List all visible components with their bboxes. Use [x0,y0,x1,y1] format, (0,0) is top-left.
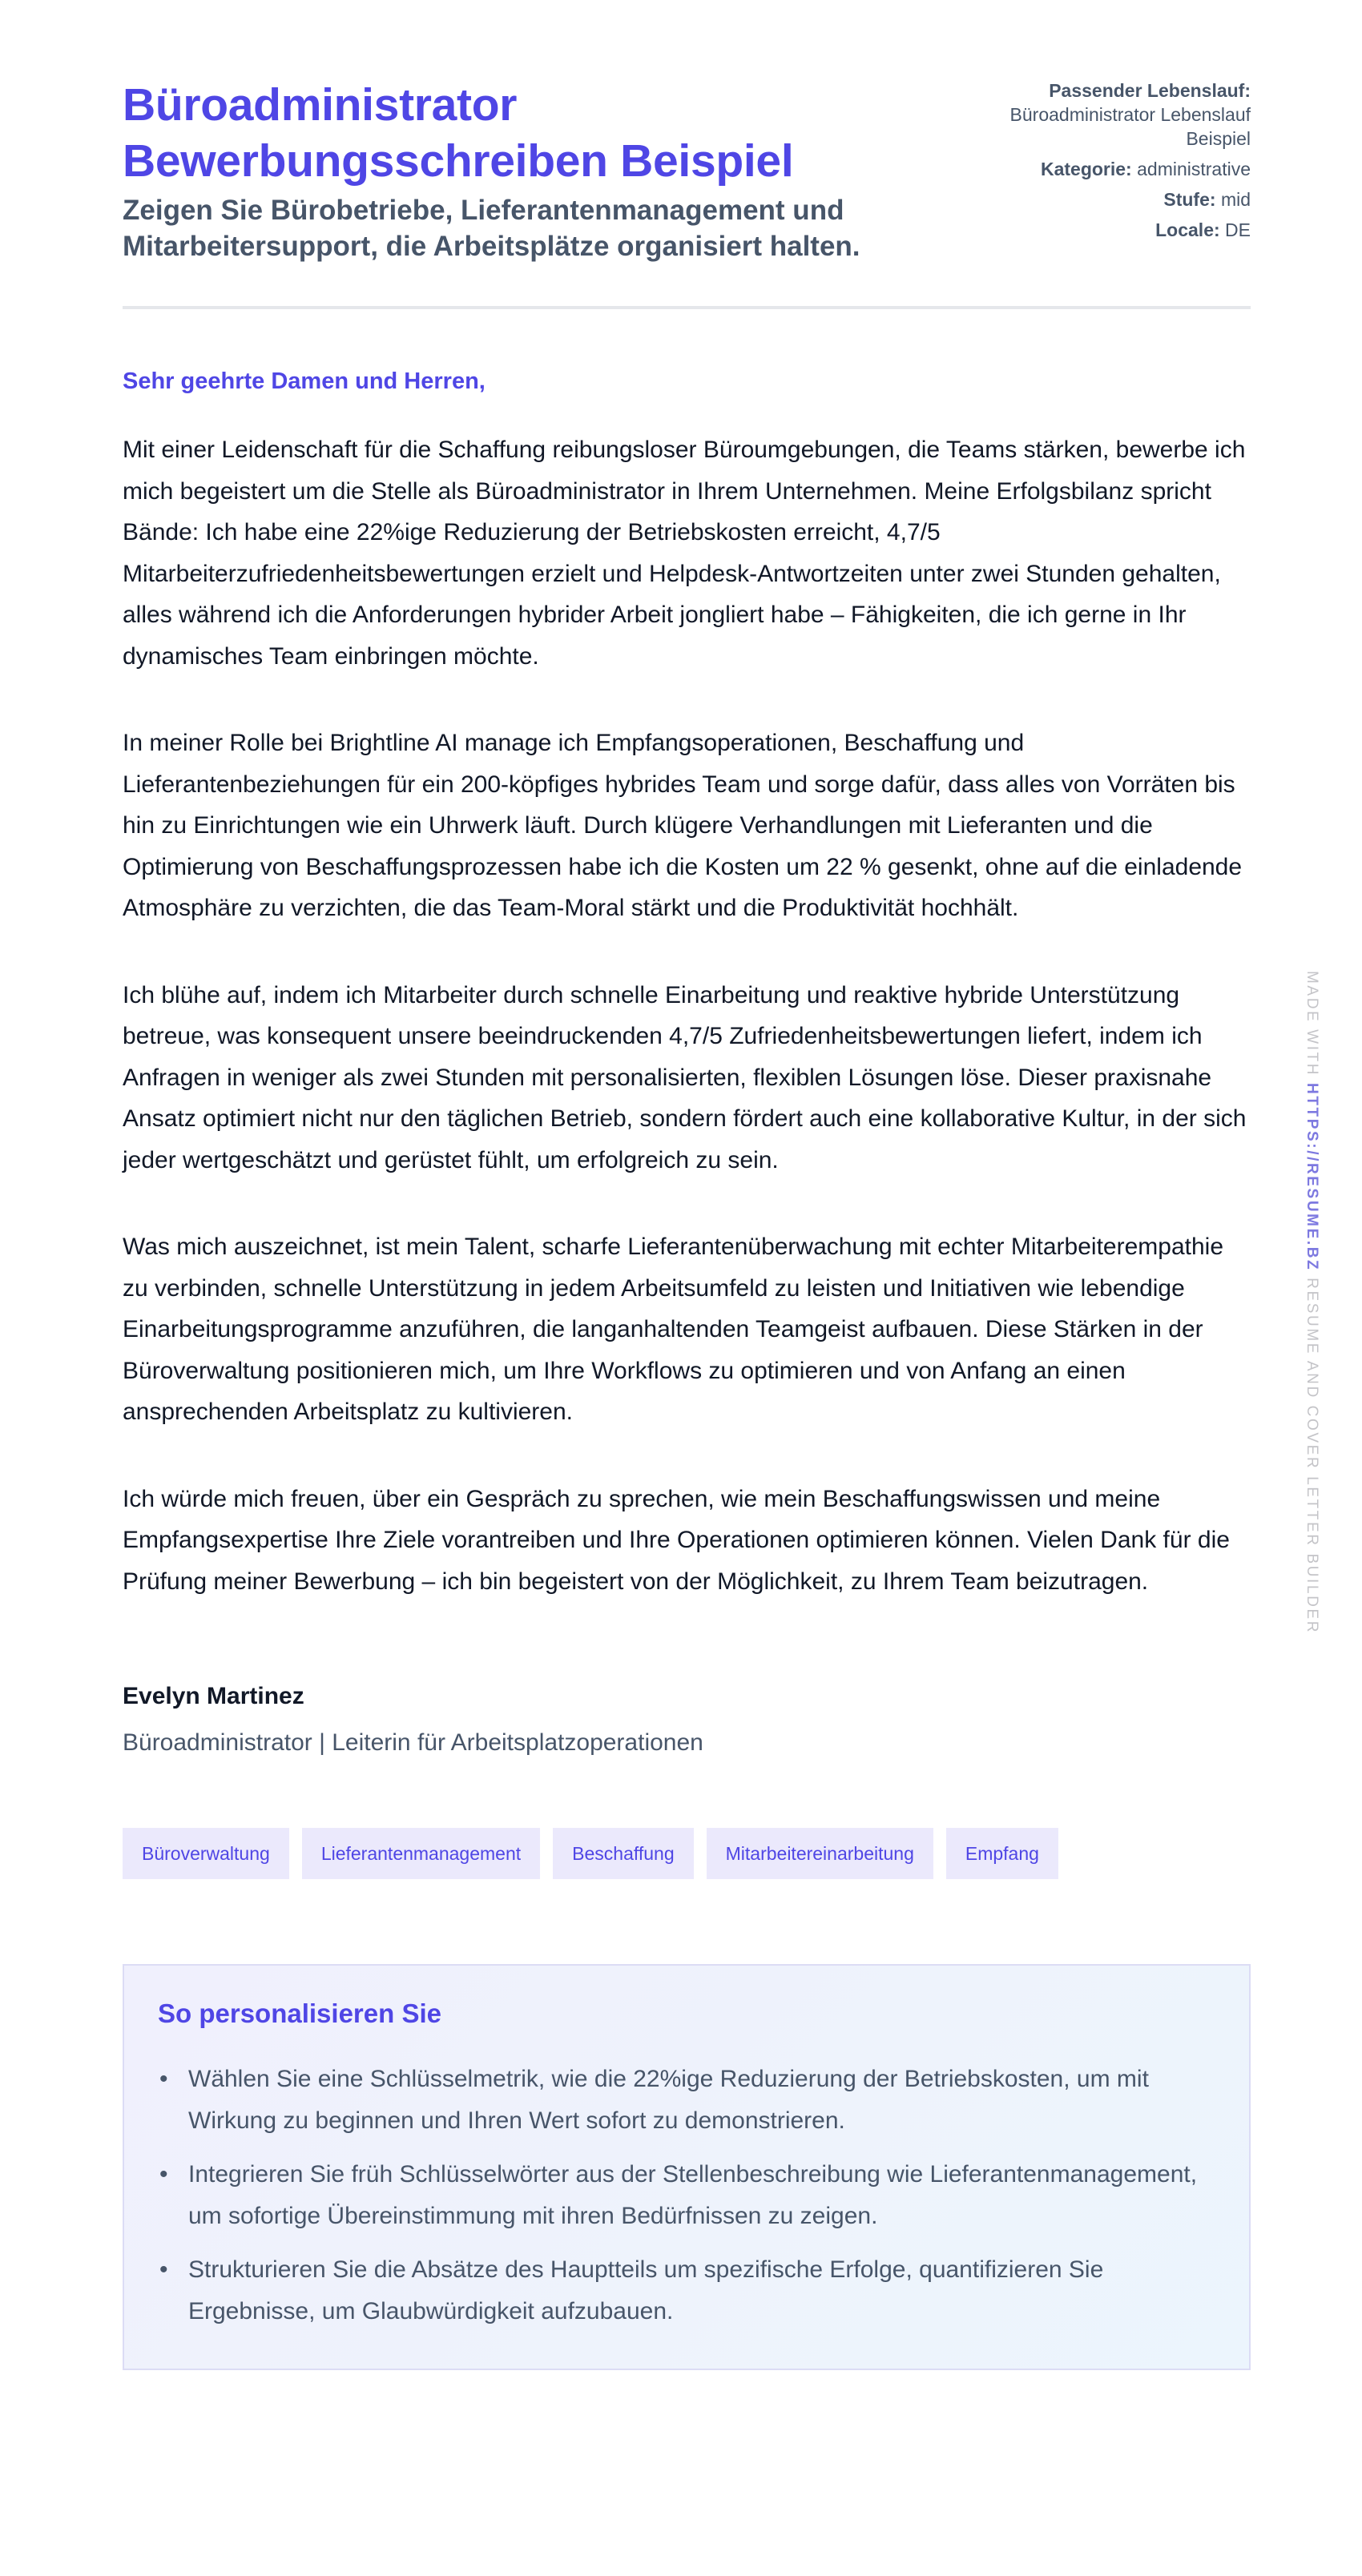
letter-paragraph: Ich blühe auf, indem ich Mitarbeiter durch schnelle Einarbeitung und reaktive hybride Unterstützung betreue, was konsequent unsere beeindruckenden 4,7/5 Zufriedenheitsbewertungen liefert, indem ich Anfragen in weniger als zwei Stunden mit personalisierten, flexiblen Lösungen löse. Dieser praxisnahe Ansatz optimiert nicht nur den täglichen Betrieb, sondern fördert auch eine kollaborative Kultur, in der sich jeder wertgeschätzt und gerüstet fühlt, um erfolgreich zu sein. [123,981,1247,1173]
meta-matching-resume [946,78,1251,151]
meta-category [946,157,1251,181]
letter-paragraph: Mit einer Leidenschaft für die Schaffung reibungsloser Büroumgebungen, die Teams stärken, bewerbe ich mich begeistert um die Stelle als Büroadministrator in Ihrem Unternehmen. Meine Erfolgsbilanz spricht Bände: Ich habe eine 22%ige Reduzierung der Betriebskosten erreicht, 4,7/5 Mitarbeiterzufriedenheitsbewertungen erzielt und Helpdesk-Antwortzeiten unter zwei Stunden gehalten, alles während ich die Anforderungen hybrider Arbeit jongliert habe – Fähigkeiten, die ich gerne in Ihr dynamisches Team einbringen möchte. [123,437,1246,670]
skill-tag: Mitarbeitereinarbeitung [707,1828,933,1879]
bullet-icon: • [159,2256,168,2283]
tip-text: Wählen Sie eine Schlüsselmetrik, wie die 22%ige Reduzierung der Betriebskosten, um mit Wirkung zu beginnen und Ihren Wert sofort zu demonstrieren. [188,2066,1149,2134]
tip-text: Integrieren Sie früh Schlüsselwörter aus der Stellenbeschreibung wie Lieferantenmanagement, um sofortige Übereinstimmung mit ihren Bedürfnissen zu zeigen. [188,2161,1198,2229]
skill-tag: Beschaffung [553,1828,693,1879]
meta-matching-resume-label: Passender Lebenslauf: [1049,80,1251,101]
cover-letter-page [123,77,1251,2370]
tip-text: Strukturieren Sie die Absätze des Hauptteils um spezifische Erfolge, quantifizieren Sie Ergebnisse, um Glaubwürdigkeit aufzubauen. [188,2256,1104,2324]
signature-block [123,1680,1251,1759]
letter-greeting: Sehr geehrte Damen und Herren, [123,368,486,394]
tip-item [158,2154,1215,2236]
meta-level-value: mid [1220,189,1251,210]
tip-item [158,2249,1215,2332]
skill-tag: Büroverwaltung [123,1828,289,1879]
skill-tag: Lieferantenmanagement [302,1828,540,1879]
letter-body [123,429,1251,1602]
watermark-link[interactable]: HTTPS://RESUME.BZ [1304,1083,1320,1272]
page-subtitle: Zeigen Sie Bürobetriebe, Lieferantenmanagement und Mitarbeitersupport, die Arbeitsplätze organisiert halten. [123,195,860,262]
tips-list [158,2059,1215,2332]
letter-paragraph: In meiner Rolle bei Brightline AI manage ich Empfangsoperationen, Beschaffung und Lieferantenbeziehungen für ein 200-köpfiges hybrides Team und sorge dafür, dass alles von Vorräten bis hin zu Einrichtungen wie ein Uhrwerk läuft. Durch klügere Verhandlungen mit Lieferanten und die Optimierung von Beschaffungsprozessen habe ich die Kosten um 22 % gesenkt, ohne auf die einladende Atmosphäre zu verzichten, die das Team-Moral stärkt und die Produktivität hochhält. [123,730,1243,921]
meta-category-value: administrative [1137,159,1251,179]
signature-title: Büroadministrator | Leiterin für Arbeitsplatzoperationen [123,1729,703,1756]
meta-locale-label: Locale: [1155,219,1220,240]
meta-locale [946,218,1251,242]
skill-tags [123,1828,1251,1879]
personalization-tips-box [123,1964,1251,2370]
meta-panel [946,77,1251,248]
bullet-icon: • [159,2066,168,2092]
letter-paragraph: Was mich auszeichnet, ist mein Talent, scharfe Lieferantenüberwachung mit echter Mitarbeiterempathie zu verbinden, schnelle Unterstützung in jedem Arbeitsumfeld zu leisten und Initiativen wie lebendige Einarbeitungsprogramme anzuführen, die langanhaltenden Teamgeist aufbauen. Diese Stärken in der Büroverwaltung positionieren mich, um Ihre Workflows zu optimieren und von Anfang an einen ansprechenden Arbeitsplatz zu kultivieren. [123,1234,1224,1425]
signature-name: Evelyn Martinez [123,1683,304,1709]
bullet-icon: • [159,2161,168,2188]
page-title: Büroadministrator Bewerbungsschreiben Beispiel [123,79,794,187]
meta-category-label: Kategorie: [1040,159,1132,179]
meta-level [946,187,1251,211]
letter-paragraph: Ich würde mich freuen, über ein Gespräch zu sprechen, wie mein Beschaffungswissen und meine Empfangsexpertise Ihre Ziele vorantreiben und Ihre Operationen optimieren können. Vielen Dank für die Prüfung meiner Bewerbung – ich bin begeistert von der Möglichkeit, zu Ihrem Team beizutragen. [123,1485,1230,1595]
watermark-prefix: MADE WITH [1304,971,1320,1077]
skill-tag: Empfang [946,1828,1058,1879]
meta-matching-resume-value: Büroadministrator Lebenslauf Beispiel [1009,104,1251,149]
watermark-suffix: RESUME AND COVER LETTER BUILDER [1304,1278,1320,1635]
meta-level-label: Stufe: [1163,189,1216,210]
tips-title: So personalisieren Sie [158,1998,441,2028]
made-with-watermark [1303,971,1320,1634]
page-header [123,77,1251,309]
meta-locale-value: DE [1225,219,1251,240]
tip-item [158,2059,1215,2141]
title-block [123,77,924,264]
